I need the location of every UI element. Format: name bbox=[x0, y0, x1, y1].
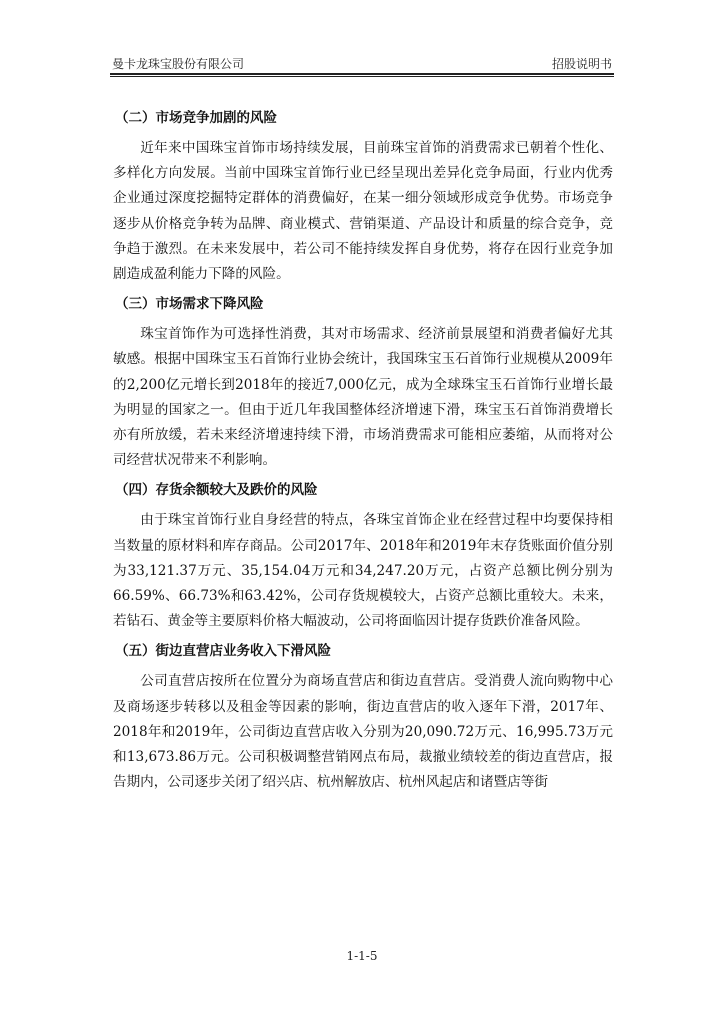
header-company-name: 曼卡龙珠宝股份有限公司 bbox=[112, 57, 245, 71]
section-paragraph: 公司直营店按所在位置分为商场直营店和街边直营店。受消费人流向购物中心及商场逐步转移以及租金等因素的影响，街边直营店的收入逐年下滑，2017年、2018年和2019年，公司街边直营店收入分别为20,090.72万元、16,995.73万元和13,673.86万元。公司积极调整营销网点布局，裁撤业绩较差的街边直营店，报告期内，公司逐步关闭了绍兴店、杭州解放店、杭州风起店和诸暨店等街 bbox=[113, 673, 613, 791]
section-paragraph: 由于珠宝首饰行业自身经营的特点，各珠宝首饰企业在经营过程中均要保持相当数量的原材料和库存商品。公司2017年、2018年和2019年末存货账面价值分别为33,121.37万元、35,154.04万元和34,247.20万元，占资产总额比例分别为66.59%、66.73%和63.42%，公司存货规模较大，占资产总额比重较大。未来，若钻石、黄金等主要原料价格大幅波动，公司将面临因计提存货跌价准备风险。 bbox=[113, 512, 613, 630]
section-heading: （四）存货余额较大及跌价的风险 bbox=[115, 482, 318, 499]
section-heading: （二）市场竞争加剧的风险 bbox=[115, 110, 277, 126]
section-heading: （三）市场需求下降风险 bbox=[115, 296, 264, 313]
section-demand-risk bbox=[113, 294, 613, 473]
page-number: 1-1-5 bbox=[346, 949, 378, 963]
section-heading: （五）街边直营店业务收入下滑风险 bbox=[115, 643, 331, 660]
document-body bbox=[113, 108, 613, 795]
section-paragraph: 珠宝首饰作为可选择性消费，其对市场需求、经济前景展望和消费者偏好尤其敏感。根据中国珠宝玉石首饰行业协会统计，我国珠宝玉石首饰行业规模从2009年的2,200亿元增长到2018年的接近7,000亿元，成为全球珠宝玉石首饰行业增长最为明显的国家之一。但由于近几年我国整体经济增速下滑，珠宝玉石首饰消费增长亦有所放缓，若未来经济增速持续下滑，市场消费需求可能相应萎缩，从而将对公司经营状况带来不利影响。 bbox=[113, 326, 613, 469]
section-street-store-risk bbox=[113, 641, 613, 795]
section-competition-risk bbox=[113, 108, 613, 287]
page-header bbox=[112, 50, 612, 72]
section-paragraph: 近年来中国珠宝首饰市场持续发展，目前珠宝首饰的消费需求已朝着个性化、多样化方向发展。当前中国珠宝首饰行业已经呈现出差异化竞争局面，行业内优秀企业通过深度挖掘特定群体的消费偏好，在某一细分领域形成竞争优势。市场竞争逐步从价格竞争转为品牌、商业模式、营销渠道、产品设计和质量的综合竞争，竞争趋于激烈。在未来发展中，若公司不能持续发挥自身优势，将存在因行业竞争加剧造成盈利能力下降的风险。 bbox=[113, 140, 613, 283]
section-inventory-risk bbox=[113, 480, 613, 634]
header-document-type: 招股说明书 bbox=[551, 57, 612, 71]
header-divider bbox=[110, 73, 614, 77]
